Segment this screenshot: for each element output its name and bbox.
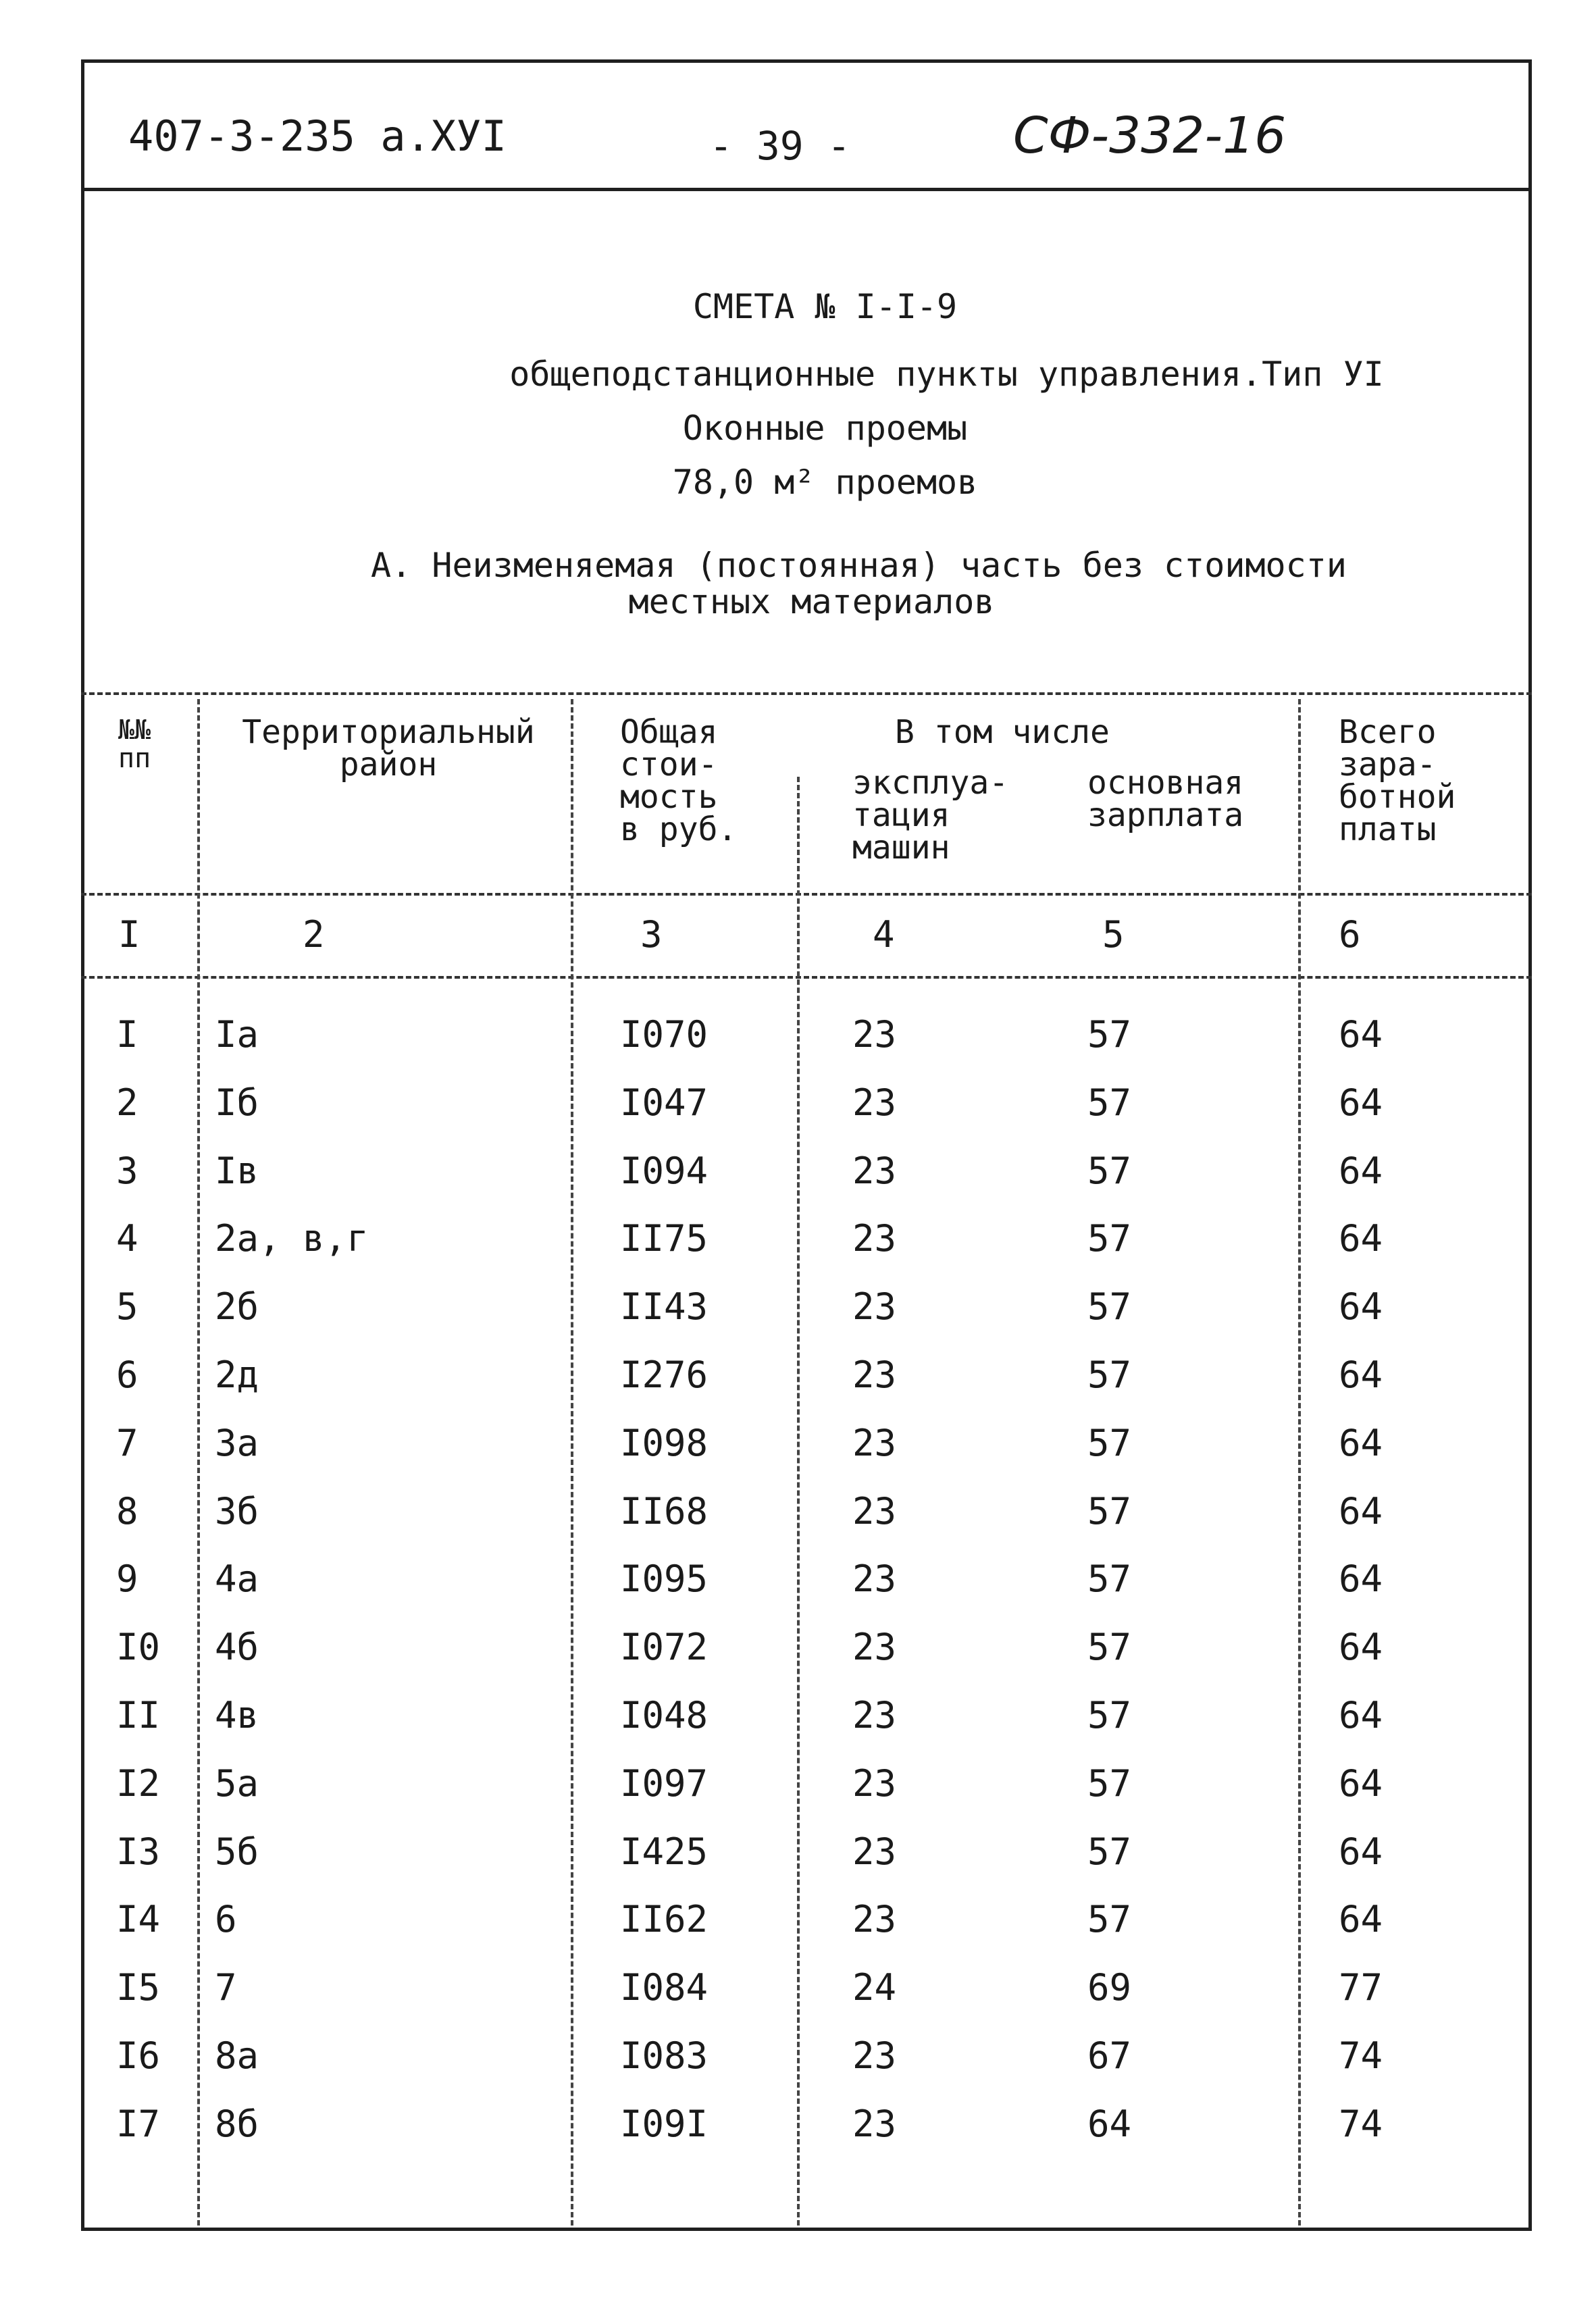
total-salary-cell: 77 [1339, 1966, 1383, 2009]
section-title: А. Неизменяемая (постоянная) часть без стоимости [371, 546, 1347, 585]
table-top-rule [81, 692, 1532, 695]
region-cell: 3а [215, 1422, 259, 1464]
header-col-region: Территориальный район [242, 713, 535, 783]
header-divider [81, 188, 1532, 191]
total-cost-cell: I047 [620, 1081, 709, 1124]
region-cell: Iв [215, 1150, 259, 1192]
total-salary-cell: 64 [1339, 1626, 1383, 1668]
region-cell: 5а [215, 1762, 259, 1805]
column-number: 2 [303, 913, 325, 956]
column-divider-4 [1298, 699, 1301, 2226]
total-salary-cell: 64 [1339, 1694, 1383, 1737]
region-cell: Iб [215, 1081, 259, 1124]
row-number-cell: 9 [116, 1558, 138, 1600]
row-number-cell: I5 [116, 1966, 161, 2009]
total-cost-cell: I095 [620, 1558, 709, 1600]
base-salary-cell: 69 [1087, 1966, 1132, 2009]
header-col-base-salary: основная зарплата [1087, 764, 1244, 834]
region-cell: 4а [215, 1558, 259, 1600]
base-salary-cell: 57 [1087, 1285, 1132, 1328]
total-cost-cell: I048 [620, 1694, 709, 1737]
row-number-cell: I6 [116, 2034, 161, 2077]
estimate-subject: общеподстанционные пункты управления.Тип УI [509, 355, 1384, 394]
estimate-title: СМЕТА № I-I-9 [692, 287, 958, 326]
machines-cell: 23 [852, 1558, 897, 1600]
machines-cell: 23 [852, 1490, 897, 1533]
base-salary-cell: 57 [1087, 1354, 1132, 1396]
machines-cell: 23 [852, 1422, 897, 1464]
region-cell: 6 [215, 1898, 237, 1940]
row-number-cell: 4 [116, 1217, 138, 1260]
row-number-cell: I7 [116, 2103, 161, 2145]
total-cost-cell: II75 [620, 1217, 709, 1260]
total-salary-cell: 64 [1339, 1285, 1383, 1328]
header-col-total-salary: Всего зара- ботной платы [1339, 713, 1456, 848]
total-salary-cell: 64 [1339, 1217, 1383, 1260]
machines-cell: 23 [852, 2103, 897, 2145]
base-salary-cell: 57 [1087, 1762, 1132, 1805]
estimate-quantity: 78,0 м² проемов [672, 463, 978, 502]
row-number-cell: 3 [116, 1150, 138, 1192]
row-number-cell: I2 [116, 1762, 161, 1805]
column-divider-3 [797, 777, 800, 2226]
total-cost-cell: II62 [620, 1898, 709, 1940]
total-cost-cell: I072 [620, 1626, 709, 1668]
total-cost-cell: I276 [620, 1354, 709, 1396]
row-number-cell: I3 [116, 1830, 161, 1873]
machines-cell: 23 [852, 1898, 897, 1940]
base-salary-cell: 57 [1087, 1013, 1132, 1056]
base-salary-cell: 57 [1087, 1217, 1132, 1260]
row-number-cell: 5 [116, 1285, 138, 1328]
base-salary-cell: 67 [1087, 2034, 1132, 2077]
total-cost-cell: I098 [620, 1422, 709, 1464]
base-salary-cell: 57 [1087, 1830, 1132, 1873]
total-salary-cell: 64 [1339, 1081, 1383, 1124]
machines-cell: 23 [852, 2034, 897, 2077]
total-salary-cell: 64 [1339, 1013, 1383, 1056]
total-cost-cell: I425 [620, 1830, 709, 1873]
region-cell: 5б [215, 1830, 259, 1873]
base-salary-cell: 57 [1087, 1490, 1132, 1533]
total-cost-cell: II68 [620, 1490, 709, 1533]
base-salary-cell: 57 [1087, 1422, 1132, 1464]
machines-cell: 23 [852, 1762, 897, 1805]
column-divider-2 [571, 699, 573, 2226]
region-cell: 8б [215, 2103, 259, 2145]
row-number-cell: I [116, 1013, 138, 1056]
total-cost-cell: I070 [620, 1013, 709, 1056]
row-number-cell: 8 [116, 1490, 138, 1533]
region-cell: 8а [215, 2034, 259, 2077]
total-cost-cell: I09I [620, 2103, 709, 2145]
total-salary-cell: 64 [1339, 1150, 1383, 1192]
machines-cell: 23 [852, 1694, 897, 1737]
total-salary-cell: 74 [1339, 2034, 1383, 2077]
section-title-cont: местных материалов [628, 582, 995, 621]
machines-cell: 23 [852, 1217, 897, 1260]
estimate-item: Оконные проемы [682, 409, 968, 448]
base-salary-cell: 57 [1087, 1898, 1132, 1940]
total-salary-cell: 64 [1339, 1898, 1383, 1940]
total-salary-cell: 64 [1339, 1558, 1383, 1600]
total-cost-cell: I094 [620, 1150, 709, 1192]
total-cost-cell: I097 [620, 1762, 709, 1805]
machines-cell: 23 [852, 1013, 897, 1056]
region-cell: 7 [215, 1966, 237, 2009]
header-col-machines: эксплуа- тация машин [852, 764, 1009, 867]
base-salary-cell: 57 [1087, 1081, 1132, 1124]
region-cell: 2б [215, 1285, 259, 1328]
column-number: 5 [1102, 913, 1125, 956]
total-salary-cell: 64 [1339, 1490, 1383, 1533]
base-salary-cell: 57 [1087, 1150, 1132, 1192]
machines-cell: 23 [852, 1354, 897, 1396]
row-number-cell: 2 [116, 1081, 138, 1124]
machines-cell: 24 [852, 1966, 897, 2009]
machines-cell: 23 [852, 1285, 897, 1328]
region-cell: 2д [215, 1354, 259, 1396]
row-number-cell: I4 [116, 1898, 161, 1940]
row-number-cell: I0 [116, 1626, 161, 1668]
page-number: - 39 - [709, 123, 851, 169]
total-salary-cell: 74 [1339, 2103, 1383, 2145]
total-salary-cell: 64 [1339, 1422, 1383, 1464]
header-col-number: №№ пп [118, 715, 151, 774]
total-salary-cell: 64 [1339, 1830, 1383, 1873]
row-number-cell: 6 [116, 1354, 138, 1396]
base-salary-cell: 57 [1087, 1626, 1132, 1668]
column-number: I [118, 913, 140, 956]
column-number-rule [81, 976, 1532, 979]
base-salary-cell: 64 [1087, 2103, 1132, 2145]
machines-cell: 23 [852, 1150, 897, 1192]
machines-cell: 23 [852, 1626, 897, 1668]
column-number: 3 [640, 913, 663, 956]
sheet-code: СФ-332-16 [1013, 107, 1287, 165]
document-code: 407-3-235 а.ХУI [128, 111, 507, 161]
total-salary-cell: 64 [1339, 1762, 1383, 1805]
region-cell: 2а, в,г [215, 1217, 369, 1260]
header-bottom-rule [81, 893, 1532, 896]
column-number: 6 [1339, 913, 1361, 956]
row-number-cell: 7 [116, 1422, 138, 1464]
header-group: В том числе [895, 713, 1110, 751]
machines-cell: 23 [852, 1081, 897, 1124]
column-number: 4 [873, 913, 895, 956]
header-col-total: Общая стои- мость в руб. [620, 713, 738, 848]
region-cell: 3б [215, 1490, 259, 1533]
machines-cell: 23 [852, 1830, 897, 1873]
total-cost-cell: I083 [620, 2034, 709, 2077]
region-cell: 4в [215, 1694, 259, 1737]
region-cell: Iа [215, 1013, 259, 1056]
row-number-cell: II [116, 1694, 161, 1737]
base-salary-cell: 57 [1087, 1558, 1132, 1600]
column-divider-1 [197, 699, 200, 2226]
total-salary-cell: 64 [1339, 1354, 1383, 1396]
total-cost-cell: II43 [620, 1285, 709, 1328]
region-cell: 4б [215, 1626, 259, 1668]
base-salary-cell: 57 [1087, 1694, 1132, 1737]
total-cost-cell: I084 [620, 1966, 709, 2009]
